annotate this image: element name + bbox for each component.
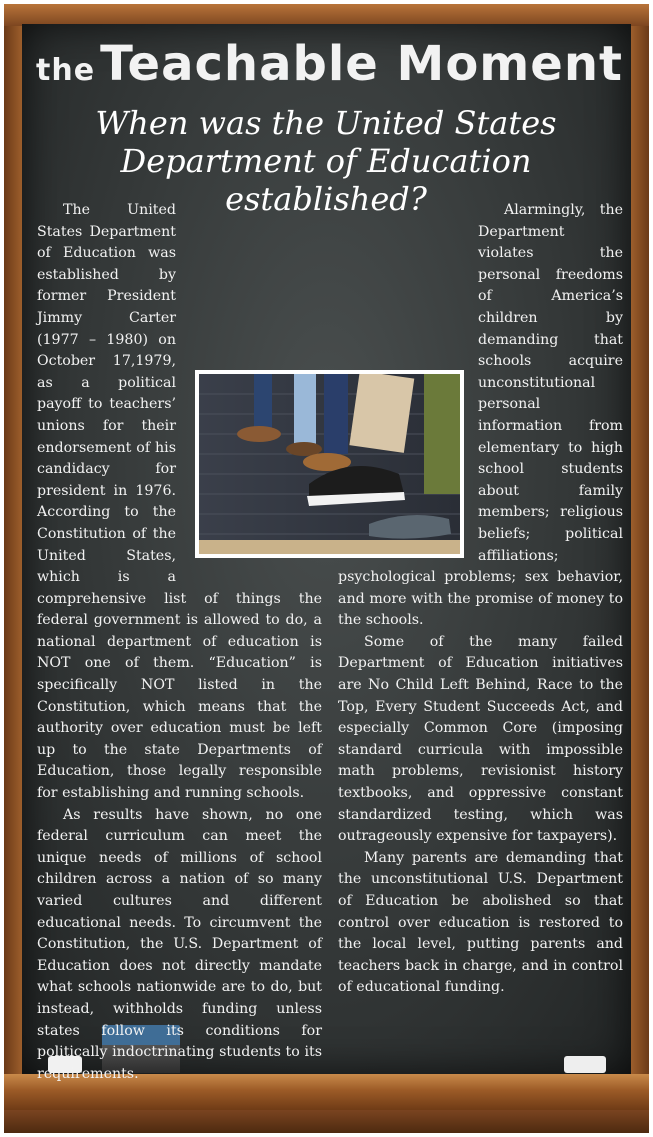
article-right-column <box>338 200 623 999</box>
headline-line-2: Department of Education established? <box>120 142 532 218</box>
masthead <box>36 36 623 94</box>
right-paragraph-3: Many parents are demanding that the unconstitutional U.S. Department of Education be abolished so that control over education is restored to the local level, putting parents and teachers back in charge, and in control of educational funding. <box>338 849 623 996</box>
left-paragraph-1: The United States Department of Education was established by former President Jimmy Carter (1977 – 1980) on October 17,1979, as a political payoff to teachers’ unions for their endorsement of his candidacy for president in 1976. According to the Constitution of the United States, which is a comprehensive list of things the federal government is allowed to do, a national department of education is NOT one of them. “Education” is specifically NOT listed in the Constitution, which means that the authority over education must be left up to the state Departments of Education, those legally responsible for establishing and running schools. <box>37 202 322 802</box>
headline-line-1: When was the United States <box>95 104 557 142</box>
article-left-column <box>37 200 322 1085</box>
left-paragraph-2: As results have shown, no one federal curriculum can meet the unique needs of millions of school children across a nation of so many varied cultures and different educational needs. To circumvent the Constitution, the U.S. Department of Education does not directly mandate what schools nationwide are to do, but instead, withholds funding unless states follow its conditions for politically indoctrinating students to its requirements. <box>37 806 322 1082</box>
frame-bottom-rail <box>4 1110 649 1133</box>
chalk-right-icon <box>564 1056 606 1073</box>
frame-top-rail <box>4 4 649 26</box>
masthead-title: Teachable Moment <box>100 36 623 92</box>
students-sitting-on-wall-photo-icon <box>199 374 460 554</box>
masthead-small: the <box>36 53 96 88</box>
students-photo <box>195 370 464 558</box>
right-paragraph-2: Some of the many failed Department of Education initiatives are No Child Left Behind, Race to the Top, Every Student Succeeds Act, and especially Common Core (imposing standard curricula with impossible math problems, revisionist history textbooks, and oppressive constant standardized testing, which was outrageously expensive for taxpayers). <box>338 633 623 845</box>
right-paragraph-1: Alarmingly, the Department violates the personal freedoms of America’s children by demanding that schools acquire unconstitutional personal information from elementary to high school students about family members; religious beliefs; political affiliations; psychological problems; sex behavior, and more with the promise of money to the schools. <box>338 202 623 629</box>
